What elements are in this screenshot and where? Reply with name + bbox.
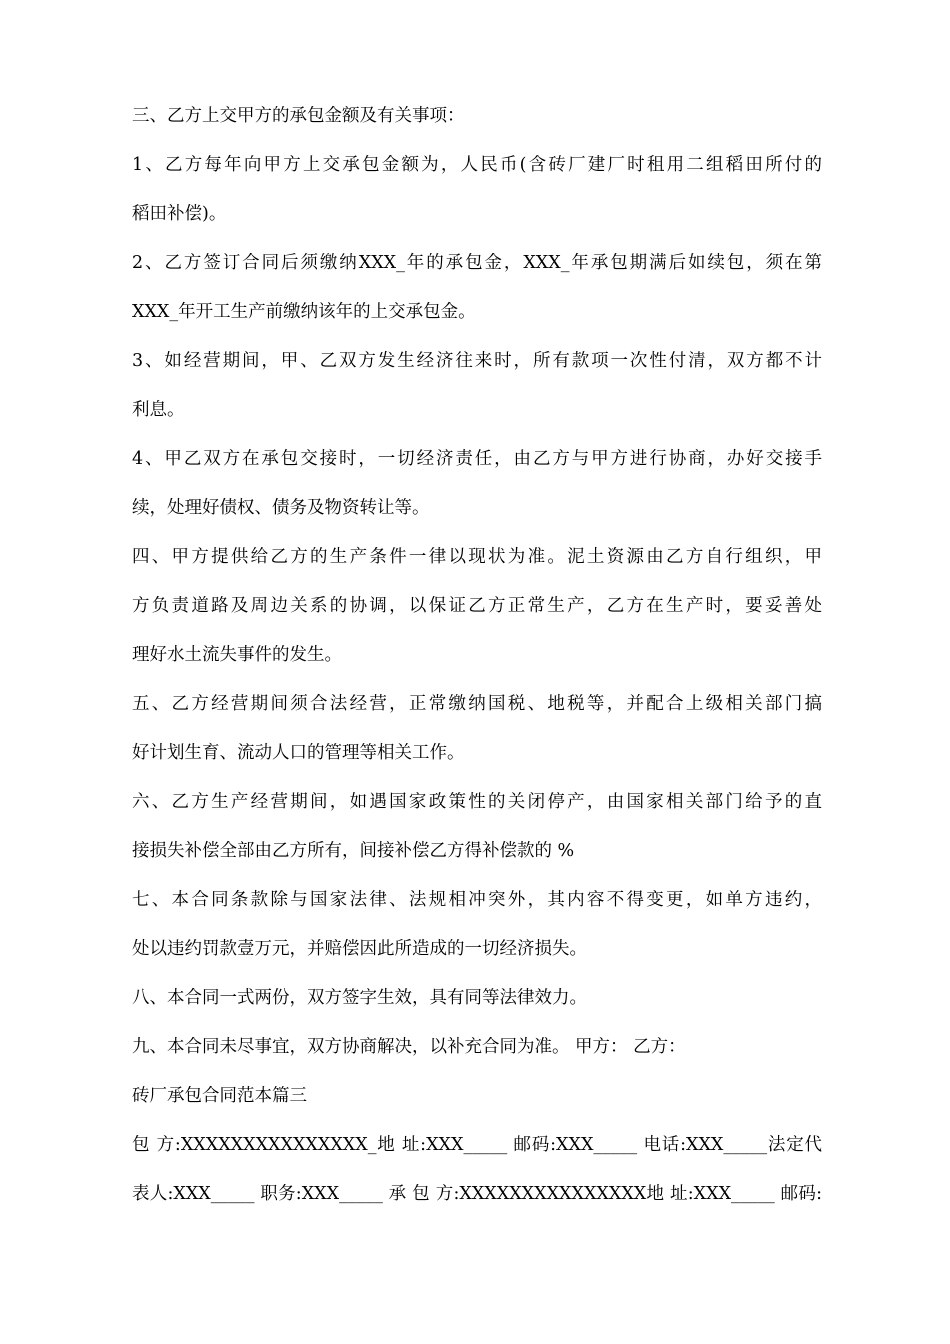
document-page (132, 104, 822, 1231)
paragraph-line: 五、乙方经营期间须合法经营，正常缴纳国税、地税等，并配合上级相关部门搞 (132, 694, 822, 714)
paragraph-line: XXX_年开工生产前缴纳该年的上交承包金。 (132, 302, 476, 322)
paragraph-line: 4、甲乙双方在承包交接时，一切经济责任，由乙方与甲方进行协商，办好交接手 (132, 449, 822, 469)
paragraph-line: 方负责道路及周边关系的协调，以保证乙方正常生产，乙方在生产时，要妥善处 (132, 596, 822, 616)
paragraph-line: 接损失补偿全部由乙方所有，间接补偿乙方得补偿款的 % (132, 841, 575, 861)
paragraph-line: 三、乙方上交甲方的承包金额及有关事项： (132, 106, 465, 126)
paragraph-line: 四、甲方提供给乙方的生产条件一律以现状为准。泥土资源由乙方自行组织，甲 (132, 547, 822, 567)
paragraph-line: 理好水土流失事件的发生。 (132, 645, 342, 665)
section-heading: 砖厂承包合同范本篇三 (132, 1086, 307, 1106)
paragraph-line: 九、本合同未尽事宜，双方协商解决，以补充合同为准。 甲方： 乙方： (132, 1037, 686, 1057)
paragraph-line: 利息。 (132, 400, 185, 420)
paragraph-line: 包 方:XXXXXXXXXXXXXXX_地 址:XXX_____ 邮码:XXX_____ 电话:XXX_____法定代 (132, 1135, 822, 1155)
paragraph-line: 六、乙方生产经营期间，如遇国家政策性的关闭停产，由国家相关部门给予的直 (132, 792, 822, 812)
paragraph-line: 处以违约罚款壹万元，并赔偿因此所造成的一切经济损失。 (132, 939, 587, 959)
paragraph-line: 好计划生育、流动人口的管理等相关工作。 (132, 743, 465, 763)
paragraph-line: 八、本合同一式两份，双方签字生效，具有同等法律效力。 (132, 988, 587, 1008)
paragraph-line: 七、本合同条款除与国家法律、法规相冲突外，其内容不得变更，如单方违约， (132, 890, 822, 910)
paragraph-line: 2、乙方签订合同后须缴纳XXX_年的承包金，XXX_年承包期满后如续包，须在第 (132, 253, 822, 273)
paragraph-line: 续，处理好债权、债务及物资转让等。 (132, 498, 430, 518)
paragraph-line: 表人:XXX_____ 职务:XXX_____ 承 包 方:XXXXXXXXXXXXXXX地 址:XXX_____ 邮码: (132, 1184, 822, 1204)
paragraph-line: 稻田补偿)。 (132, 204, 227, 224)
paragraph-line: 1、乙方每年向甲方上交承包金额为，人民币(含砖厂建厂时租用二组稻田所付的 (132, 155, 822, 175)
paragraph-line: 3、如经营期间，甲、乙双方发生经济往来时，所有款项一次性付清，双方都不计 (132, 351, 822, 371)
